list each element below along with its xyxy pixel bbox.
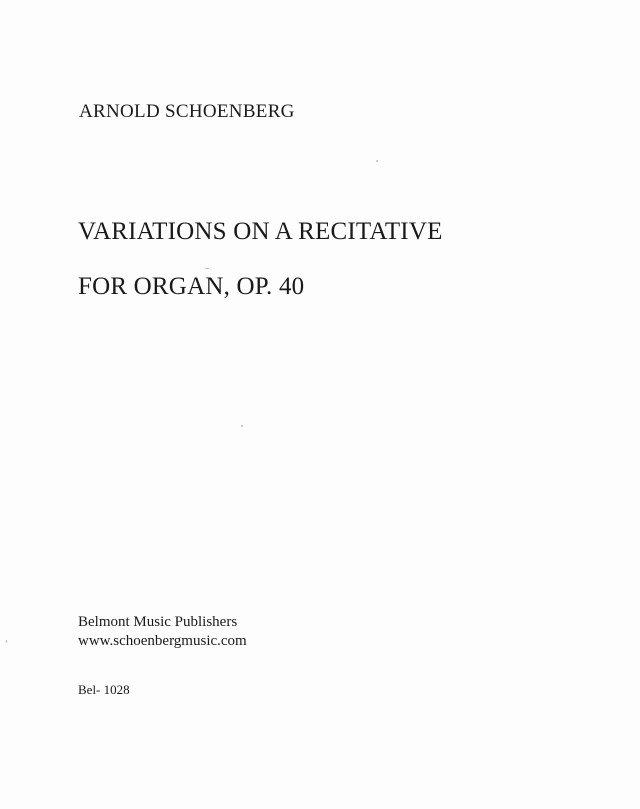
work-title-line-1: VARIATIONS ON A RECITATIVE bbox=[78, 218, 443, 245]
scan-speck bbox=[241, 425, 243, 427]
scan-speck bbox=[205, 268, 209, 269]
catalog-number: Bel- 1028 bbox=[78, 682, 130, 697]
publisher-url: www.schoenbergmusic.com bbox=[78, 633, 247, 649]
composer-name: ARNOLD SCHOENBERG bbox=[79, 101, 295, 122]
scan-speck bbox=[376, 160, 378, 162]
publisher-name: Belmont Music Publishers bbox=[78, 614, 238, 630]
work-title-line-2: FOR ORGAN, OP. 40 bbox=[78, 273, 305, 300]
scan-speck bbox=[6, 640, 7, 643]
